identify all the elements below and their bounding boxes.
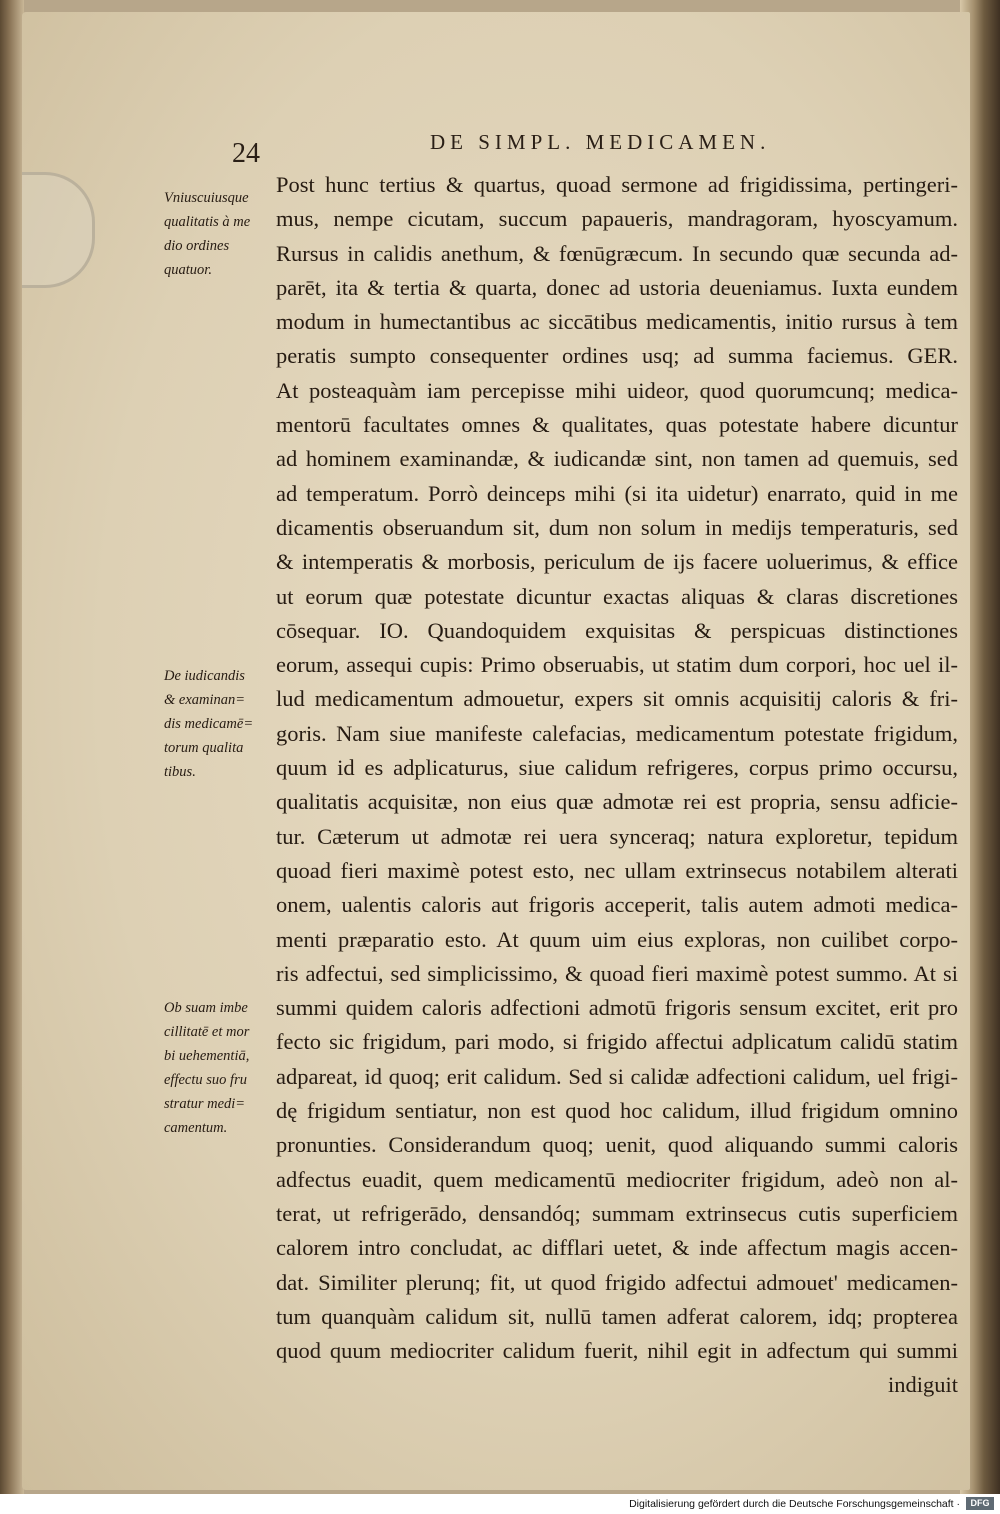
marginal-line: camentum. <box>164 1120 228 1136</box>
text-line: cōsequar. IO. Quandoquidem exquisitas & perspicuas distinctiones <box>276 617 958 643</box>
text-line: Rursus in calidis anethum, & fœnūgræcum. In secundo quæ secunda ad- <box>276 240 958 266</box>
text-line: & intemperatis & morbosis, periculum de ijs facere uoluerimus, & effice <box>276 549 958 575</box>
text-line: dicamentis obseruandum sit, dum non solum in medijs temperaturis, sed <box>276 514 958 540</box>
page-number: 24 <box>232 138 260 169</box>
text-line: dat. Similiter plerunq; fit, ut quod frigido adfectui admouet' medicamen- <box>276 1269 958 1295</box>
text-line: ad temperatum. Porrò deinceps mihi (si ita uidetur) enarrato, quid in me <box>276 480 958 506</box>
text-line: dę frigidum sentiatur, non est quod hoc calidum, illud frigidum omnino <box>276 1098 958 1124</box>
text-line: adfectus euadit, quem medicamentū mediocriter frigidum, adeò non al- <box>276 1166 958 1192</box>
binding-shadow <box>0 0 24 1494</box>
text-line: terat, ut refrigerādo, densandóq; summam extrinsecus cutis superficiem <box>276 1200 958 1226</box>
main-text-block <box>276 168 958 1403</box>
text-line: ris adfectui, sed simplicissimo, & quoad fieri maximè potest summo. At si <box>276 960 958 986</box>
digitization-footer <box>0 1494 1000 1514</box>
running-head: DE SIMPL. MEDICAMEN. <box>430 130 771 154</box>
text-line: mentorū facultates omnes & qualitates, quas potestate habere dicuntur <box>276 412 958 438</box>
text-line: quod quum mediocriter calidum fuerit, nihil egit in adfectum qui summi <box>276 1338 958 1364</box>
marginal-line: cillitatē et mor <box>164 1024 250 1040</box>
marginal-line: effectu suo fru <box>164 1072 247 1088</box>
text-line: eorum, assequi cupis: Primo obseruabis, ut statim dum corpori, hoc uel il- <box>276 652 958 678</box>
marginal-line: torum qualita <box>164 740 244 756</box>
text-line: onem, ualentis caloris aut frigoris acceperit, talis autem admoti medica- <box>276 892 958 918</box>
text-line: modum in humectantibus ac siccātibus medicamentis, initio rursus à tem <box>276 309 958 335</box>
marginal-line: Ob suam imbe <box>164 1000 248 1016</box>
catchword: indiguit <box>887 1372 958 1398</box>
text-line: qualitatis acquisitæ, non eius quæ admotæ rei est propria, sensu adficie- <box>276 789 958 815</box>
text-line: parēt, ita & tertia & quarta, donec ad ustoria deueniamus. Iuxta eundem <box>276 274 958 300</box>
text-line: goris. Nam siue manifeste calefacias, medicamentum potestate frigidum, <box>276 720 958 746</box>
marginal-line: dio ordines <box>164 238 230 254</box>
marginal-note-3 <box>164 996 276 1140</box>
marginal-line: De iudicandis <box>164 668 245 684</box>
marginal-line: quatuor. <box>164 262 212 278</box>
text-line: tum quanquàm calidum sit, nullū tamen adferat calorem, idq; propterea <box>276 1303 958 1329</box>
text-line: pronunties. Considerandum quoq; uenit, quod aliquando summi caloris <box>276 1132 958 1158</box>
marginal-line: stratur medi= <box>164 1096 246 1112</box>
marginal-line: bi uehementiā, <box>164 1048 250 1064</box>
text-line: mus, nempe cicutam, succum papaueris, mandragoram, hyoscyamum. <box>276 206 958 232</box>
text-line: ad hominem examinandæ, & iudicandæ sint, non tamen ad quemuis, sed <box>276 446 958 472</box>
marginal-note-1 <box>164 186 276 282</box>
marginal-line: qualitatis à me <box>164 214 251 230</box>
text-line: fecto sic frigidum, pari modo, si frigido affectui adplicatum calidū statim <box>276 1029 958 1055</box>
funding-credit: Digitalisierung gefördert durch die Deutsche Forschungsgemeinschaft · <box>629 1498 960 1510</box>
text-line: summi quidem caloris adfectioni admotū frigoris sensum excitet, erit pro <box>276 995 958 1021</box>
text-line: menti præparatio esto. At quum uim eius exploras, non cuilibet corpo- <box>276 926 958 952</box>
text-line: peratis sumpto consequenter ordines usq; ad summa faciemus. GER. <box>276 343 958 369</box>
marginal-line: & examinan= <box>164 692 246 708</box>
dfg-logo: DFG <box>966 1497 994 1510</box>
text-line: tur. Cæterum ut admotæ rei uera synceraq; natura exploretur, tepidum <box>276 823 958 849</box>
marginal-line: dis medicamē= <box>164 716 254 732</box>
text-line: At posteaquàm iam percepisse mihi uideor, quod quorumcunq; medica- <box>276 377 958 403</box>
marginal-line: tibus. <box>164 764 196 780</box>
text-line: Post hunc tertius & quartus, quoad sermone ad frigidissima, pertingeri- <box>276 172 958 197</box>
text-line: ut eorum quæ potestate dicuntur exactas aliquas & claras discretiones <box>276 583 958 609</box>
text-line: calorem intro concludat, ac difflari uetet, & inde affectum magis accen- <box>276 1235 958 1261</box>
text-line: adpareat, id quoq; erit calidum. Sed si calidæ adfectioni calidum, uel frigi- <box>276 1063 958 1089</box>
text-line: quoad fieri maximè potest esto, nec ullam extrinsecus notabilem alterati <box>276 857 958 883</box>
marginal-line: Vniuscuiusque <box>164 190 249 206</box>
text-line: lud medicamentum admouetur, expers sit omnis acquisitij caloris & fri- <box>276 686 958 712</box>
page-clip <box>22 172 95 288</box>
marginal-note-2 <box>164 664 276 784</box>
text-line: quum id es adplicaturus, siue calidum refrigeres, corpus primo occursu, <box>276 755 958 781</box>
